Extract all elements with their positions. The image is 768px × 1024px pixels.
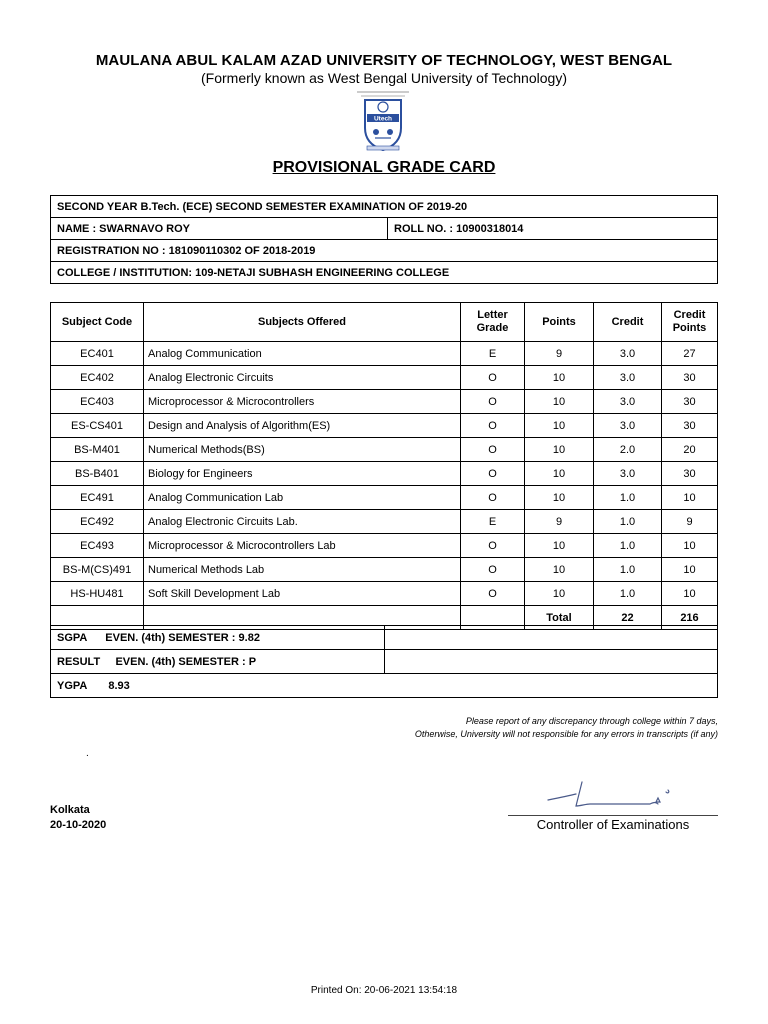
- letter-grade: O: [461, 366, 525, 390]
- header-subject-code: Subject Code: [51, 303, 144, 342]
- table-row: [51, 366, 718, 390]
- header-points: Points: [525, 303, 594, 342]
- credit-points: 30: [662, 390, 718, 414]
- total-label: Total: [525, 606, 594, 630]
- table-row: [51, 510, 718, 534]
- credit: 2.0: [594, 438, 662, 462]
- subject-name: Soft Skill Development Lab: [144, 582, 461, 606]
- table-row: [51, 390, 718, 414]
- table-row: [51, 486, 718, 510]
- points: 10: [525, 582, 594, 606]
- credit: 3.0: [594, 342, 662, 366]
- discrepancy-note-2: Otherwise, University will not responsible for any errors in transcripts (if any): [414, 729, 718, 739]
- subject-name: Analog Communication Lab: [144, 486, 461, 510]
- credit-points: 27: [662, 342, 718, 366]
- credit: 1.0: [594, 486, 662, 510]
- result-empty: [385, 650, 718, 674]
- subject-name: Numerical Methods(BS): [144, 438, 461, 462]
- credit-points: 10: [662, 582, 718, 606]
- letter-grade: O: [461, 438, 525, 462]
- sgpa-empty: [385, 626, 718, 650]
- printed-on: Printed On: 20-06-2021 13:54:18: [310, 985, 458, 996]
- credit: 3.0: [594, 462, 662, 486]
- letter-grade: E: [461, 510, 525, 534]
- subject-code: EC492: [51, 510, 144, 534]
- subject-name: Numerical Methods Lab: [144, 558, 461, 582]
- letter-grade: O: [461, 486, 525, 510]
- signature-line: [508, 815, 718, 816]
- subject-code: HS-HU481: [51, 582, 144, 606]
- university-former-name: (Formerly known as West Bengal University of Technology): [201, 70, 567, 86]
- issue-date: 20-10-2020: [50, 819, 107, 831]
- letter-grade: O: [461, 390, 525, 414]
- result-table: [50, 625, 718, 698]
- points: 9: [525, 342, 594, 366]
- table-row: [51, 414, 718, 438]
- credit-points: 10: [662, 486, 718, 510]
- subject-code: EC493: [51, 534, 144, 558]
- table-row: [51, 558, 718, 582]
- credit-points: 9: [662, 510, 718, 534]
- place: Kolkata: [50, 804, 90, 816]
- table-row: [51, 462, 718, 486]
- subject-name: Microprocessor & Microcontrollers: [144, 390, 461, 414]
- ygpa: YGPA 8.93: [51, 674, 718, 698]
- roll-number: ROLL NO. : 10900318014: [388, 218, 718, 240]
- credit: 3.0: [594, 366, 662, 390]
- subject-code: EC401: [51, 342, 144, 366]
- header-credit-points: Credit Points: [662, 303, 718, 342]
- total-credit: 22: [594, 606, 662, 630]
- subject-name: Biology for Engineers: [144, 462, 461, 486]
- points: 10: [525, 366, 594, 390]
- card-title: PROVISIONAL GRADE CARD: [272, 159, 496, 176]
- credit-points: 30: [662, 366, 718, 390]
- letter-grade: O: [461, 582, 525, 606]
- discrepancy-note-1: Please report of any discrepancy through college within 7 days,: [465, 716, 718, 726]
- signature: [540, 778, 700, 814]
- subject-code: BS-B401: [51, 462, 144, 486]
- subject-name: Analog Electronic Circuits: [144, 366, 461, 390]
- college-name: COLLEGE / INSTITUTION: 109-NETAJI SUBHASH ENGINEERING COLLEGE: [51, 262, 718, 284]
- credit: 1.0: [594, 582, 662, 606]
- credit-points: 30: [662, 462, 718, 486]
- points: 10: [525, 438, 594, 462]
- subject-name: Analog Electronic Circuits Lab.: [144, 510, 461, 534]
- points: 10: [525, 390, 594, 414]
- credit-points: 30: [662, 414, 718, 438]
- credit: 1.0: [594, 510, 662, 534]
- points: 10: [525, 462, 594, 486]
- result: RESULT EVEN. (4th) SEMESTER : P: [51, 650, 385, 674]
- subject-code: ES-CS401: [51, 414, 144, 438]
- total-credit-points: 216: [662, 606, 718, 630]
- exam-title: SECOND YEAR B.Tech. (ECE) SECOND SEMESTER EXAMINATION OF 2019-20: [51, 196, 718, 218]
- letter-grade: O: [461, 558, 525, 582]
- letter-grade: O: [461, 414, 525, 438]
- credit: 1.0: [594, 558, 662, 582]
- credit: 3.0: [594, 414, 662, 438]
- credit-points: 10: [662, 534, 718, 558]
- points: 9: [525, 510, 594, 534]
- subject-code: BS-M(CS)491: [51, 558, 144, 582]
- header-letter-grade: Letter Grade: [461, 303, 525, 342]
- subject-code: EC491: [51, 486, 144, 510]
- subject-name: Design and Analysis of Algorithm(ES): [144, 414, 461, 438]
- student-name: NAME : SWARNAVO ROY: [51, 218, 388, 240]
- points: 10: [525, 558, 594, 582]
- points: 10: [525, 534, 594, 558]
- sgpa: SGPA EVEN. (4th) SEMESTER : 9.82: [51, 626, 385, 650]
- signatory-title: Controller of Examinations: [536, 817, 690, 832]
- letter-grade: E: [461, 342, 525, 366]
- university-name: MAULANA ABUL KALAM AZAD UNIVERSITY OF TECHNOLOGY, WEST BENGAL: [95, 52, 673, 69]
- subject-code: EC402: [51, 366, 144, 390]
- table-row: [51, 534, 718, 558]
- dot-mark: .: [86, 748, 89, 759]
- university-logo: [343, 86, 423, 156]
- student-info-table: [50, 195, 718, 284]
- subject-name: Analog Communication: [144, 342, 461, 366]
- header-subjects-offered: Subjects Offered: [144, 303, 461, 342]
- credit: 3.0: [594, 390, 662, 414]
- points: 10: [525, 486, 594, 510]
- registration-number: REGISTRATION NO : 181090110302 OF 2018-2019: [51, 240, 718, 262]
- table-row: [51, 438, 718, 462]
- credit-points: 10: [662, 558, 718, 582]
- subject-name: Microprocessor & Microcontrollers Lab: [144, 534, 461, 558]
- table-row: [51, 342, 718, 366]
- grade-table: [50, 302, 718, 630]
- credit-points: 20: [662, 438, 718, 462]
- subject-code: EC403: [51, 390, 144, 414]
- table-row: [51, 582, 718, 606]
- subject-code: BS-M401: [51, 438, 144, 462]
- letter-grade: O: [461, 534, 525, 558]
- credit: 1.0: [594, 534, 662, 558]
- letter-grade: O: [461, 462, 525, 486]
- logo-banner: Utech: [373, 115, 393, 123]
- header-credit: Credit: [594, 303, 662, 342]
- points: 10: [525, 414, 594, 438]
